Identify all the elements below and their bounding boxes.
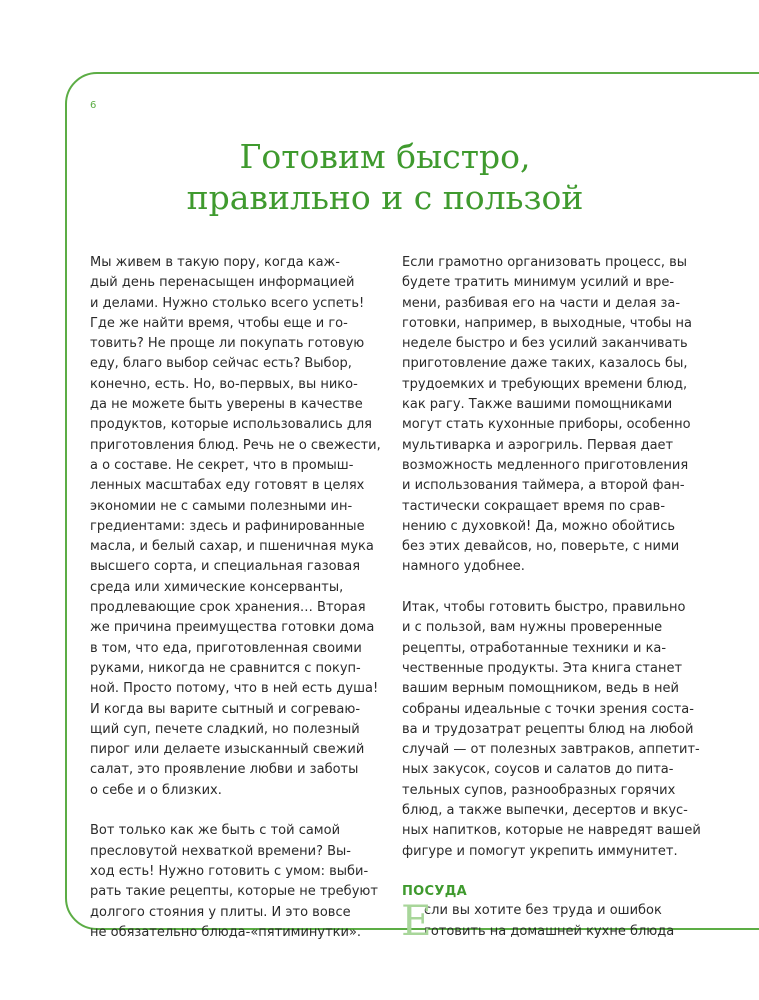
text-line: вашим верным помощником, ведь в ней: [402, 681, 679, 697]
body-paragraph: [90, 253, 385, 801]
text-line: ной. Просто потому, что в ней есть душа!: [90, 681, 379, 697]
text-line: неделе быстро и без усилий заканчивать: [402, 336, 688, 352]
page-title: [90, 136, 680, 218]
text-line: среда или химические консерванты,: [90, 579, 344, 595]
text-line: пирог или делаете изысканный свежий: [90, 742, 365, 758]
text-line: ных закусок, соусов и салатов до пита-: [402, 762, 674, 778]
body-paragraph: [402, 253, 697, 578]
text-line: блюд, а также выпечки, десертов и вкус-: [402, 803, 688, 819]
text-line: мени, разбивая его на части и делая за-: [402, 295, 681, 311]
text-line: и с пользой, вам нужны проверенные: [402, 620, 663, 636]
text-line: еду, благо выбор сейчас есть? Выбор,: [90, 356, 352, 372]
text-line: Мы живем в такую пору, когда каж-: [90, 255, 340, 270]
text-line: мультиварка и аэрогриль. Первая дает: [402, 437, 674, 453]
text-line: а о составе. Не секрет, что в промыш-: [90, 457, 354, 473]
text-line: ход есть! Нужно готовить с умом: выби-: [90, 863, 369, 879]
text-line: готовить на домашней кухне блюда: [424, 923, 675, 939]
text-line: экономии не с самыми полезными ин-: [90, 498, 353, 514]
text-line: намного удобнее.: [402, 559, 525, 575]
text-line: Итак, чтобы готовить быстро, правильно: [402, 600, 686, 616]
text-line: щий суп, печете сладкий, но полезный: [90, 721, 360, 737]
text-line: долгого стояния у плиты. И это вовсе: [90, 904, 351, 920]
title-line: Готовим быстро,: [239, 137, 531, 176]
text-line: ных напитков, которые не навредят вашей: [402, 823, 701, 839]
text-line: ленных масштабах еду готовят в целях: [90, 478, 365, 494]
text-line: Вот только как же быть с той самой: [90, 823, 341, 839]
text-line: продлевающие срок хранения… Вторая: [90, 600, 366, 616]
body-paragraph: [90, 821, 385, 943]
text-line: трудоемких и требующих времени блюд,: [402, 376, 688, 392]
text-line: сли вы хотите без труда и ошибок: [424, 903, 662, 919]
text-line: высшего сорта, и специальная газовая: [90, 559, 361, 575]
text-line: собраны идеальные с точки зрения соста-: [402, 701, 694, 717]
text-line: пресловутой нехваткой времени? Вы-: [90, 843, 351, 859]
text-line: о себе и о близких.: [90, 782, 222, 798]
text-line: товить? Не проще ли покупать готовую: [90, 336, 365, 352]
title-line: правильно и с пользой: [186, 178, 584, 217]
text-line: гредиентами: здесь и рафинированные: [90, 518, 365, 534]
text-line: нению с духовкой! Да, можно обойтись: [402, 518, 676, 534]
text-line: приготовления блюд. Речь не о свежести,: [90, 437, 381, 453]
text-line: тельных супов, разнообразных горячих: [402, 782, 676, 798]
text-line: случай — от полезных завтраков, аппетит-: [402, 742, 700, 758]
text-line: дый день перенасыщен информацией: [90, 275, 355, 291]
text-line: Где же найти время, чтобы еще и го-: [90, 315, 348, 331]
section-intro-paragraph: [401, 896, 697, 946]
text-line: готовки, например, в выходные, чтобы на: [402, 315, 692, 331]
text-line: конечно, есть. Но, во-первых, вы нико-: [90, 376, 358, 392]
text-line: рать такие рецепты, которые не требуют: [90, 884, 378, 900]
text-line: Если грамотно организовать процесс, вы: [402, 255, 688, 270]
text-line: возможность медленного приготовления: [402, 457, 689, 473]
text-line: не обязательно блюда-«пятиминутки».: [90, 924, 362, 940]
text-line: без этих девайсов, но, поверьте, с ними: [402, 539, 680, 555]
text-line: и использования таймера, а второй фан-: [402, 478, 685, 494]
text-line: ва и трудозатрат рецепты блюд на любой: [402, 721, 694, 737]
text-line: салат, это проявление любви и заботы: [90, 762, 359, 778]
text-line: в том, что еда, приготовленная своими: [90, 640, 362, 656]
text-line: и делами. Нужно столько всего успеть!: [90, 295, 365, 311]
page-number: 6: [90, 100, 97, 111]
text-line: будете тратить минимум усилий и вре-: [402, 275, 675, 291]
text-line: фигуре и помогут укрепить иммунитет.: [402, 843, 678, 859]
text-line: руками, никогда не сравнится с покуп-: [90, 660, 361, 676]
text-line: как рагу. Также вашими помощниками: [402, 397, 673, 413]
text-line: И когда вы варите сытный и согреваю-: [90, 701, 361, 717]
text-line: тастически сокращает время по срав-: [402, 498, 666, 514]
text-line: могут стать кухонные приборы, особенно: [402, 417, 691, 433]
text-line: да не можете быть уверены в качестве: [90, 397, 363, 413]
right-text-column: [401, 253, 701, 946]
section-heading: ПОСУДА: [402, 884, 467, 900]
drop-cap: Е: [401, 896, 432, 946]
text-line: масла, и белый сахар, и пшеничная мука: [90, 539, 374, 555]
body-paragraph: [402, 598, 701, 862]
text-line: чественные продукты. Эта книга станет: [402, 660, 683, 676]
text-line: же причина преимущества готовки дома: [90, 620, 375, 636]
text-line: рецепты, отработанные техники и ка-: [402, 640, 667, 656]
text-line: продуктов, которые использовались для: [90, 417, 373, 433]
text-line: приготовление даже таких, казалось бы,: [402, 356, 688, 372]
left-text-column: [90, 253, 385, 943]
